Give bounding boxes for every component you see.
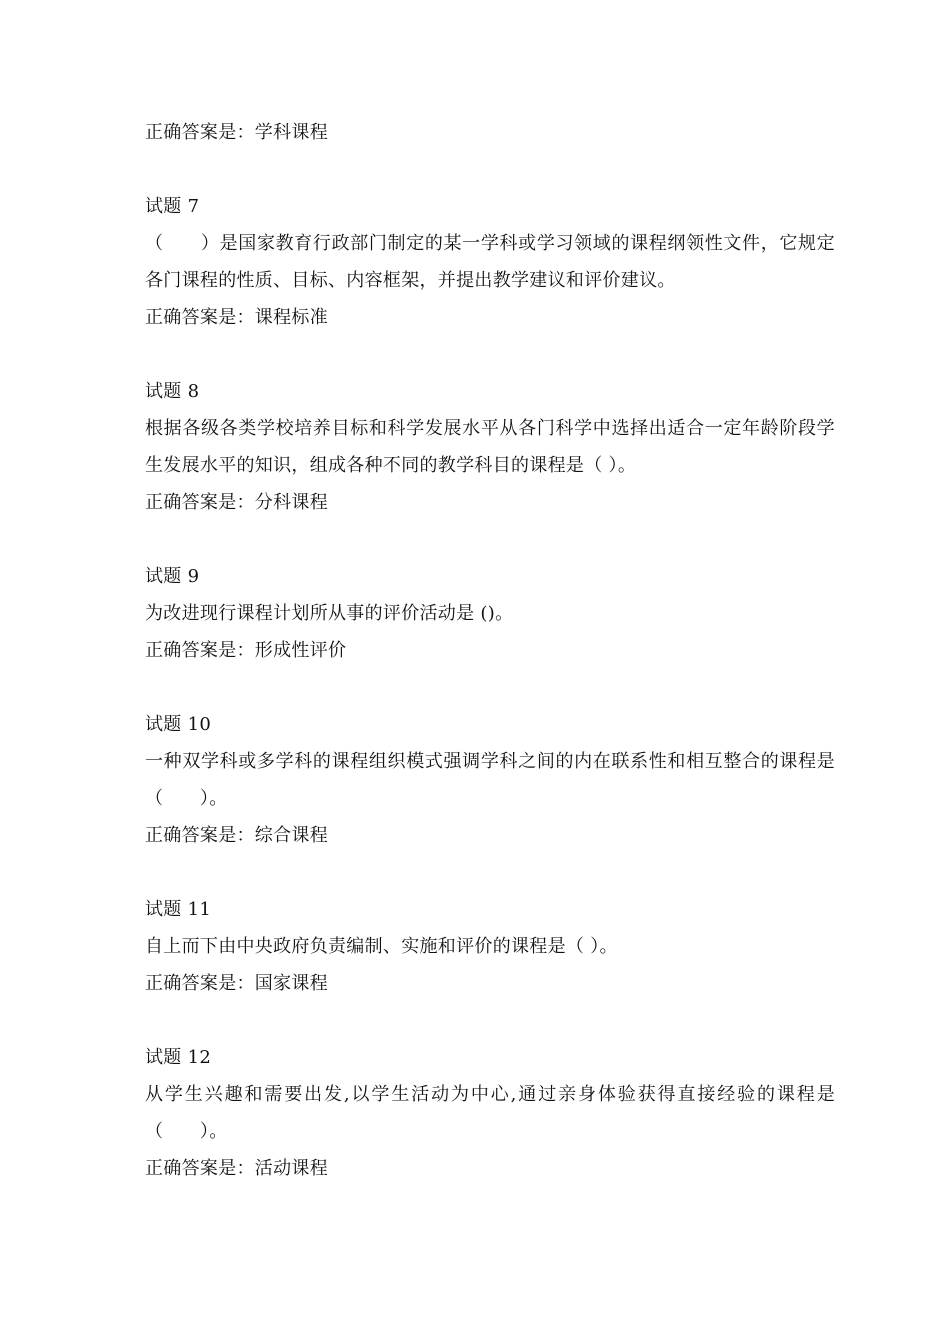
question-11 [145, 891, 835, 1002]
question-7 [145, 188, 835, 336]
answer-line: 正确答案是：课程标准 [145, 307, 328, 328]
document-page [145, 114, 835, 1224]
question-text: 根据各级各类学校培养目标和科学发展水平从各门科学中选择出适合一定年龄阶段学生发展水平的知识，组成各种不同的教学科目的课程是（ ）。 [145, 418, 835, 476]
question-title: 试题 12 [145, 1047, 212, 1068]
question-12 [145, 1039, 835, 1187]
answer-line: 正确答案是：形成性评价 [145, 640, 347, 661]
question-title: 试题 9 [145, 566, 200, 587]
question-text: （ ）是国家教育行政部门制定的某一学科或学习领域的课程纲领性文件，它规定各门课程的性质、目标、内容框架，并提出教学建议和评价建议。 [145, 233, 835, 291]
question-8 [145, 373, 835, 521]
question-text: 为改进现行课程计划所从事的评价活动是 ()。 [145, 603, 514, 624]
answer-line: 正确答案是：国家课程 [145, 973, 328, 994]
question-title: 试题 10 [145, 714, 212, 735]
question-title: 试题 8 [145, 381, 200, 402]
question-9 [145, 558, 835, 669]
answer-line: 正确答案是：活动课程 [145, 1158, 328, 1179]
question-text: 一种双学科或多学科的课程组织模式强调学科之间的内在联系性和相互整合的课程是（ ）。 [145, 751, 835, 809]
question-title: 试题 7 [145, 196, 200, 217]
answer-line-6: 正确答案是：学科课程 [145, 122, 328, 143]
question-text: 从学生兴趣和需要出发,以学生活动为中心,通过亲身体验获得直接经验的课程是（ ）。 [145, 1084, 835, 1142]
answer-line: 正确答案是：综合课程 [145, 825, 328, 846]
question-text: 自上而下由中央政府负责编制、实施和评价的课程是（ ）。 [145, 936, 618, 957]
question-title: 试题 11 [145, 899, 212, 920]
question-10 [145, 706, 835, 854]
answer-line: 正确答案是：分科课程 [145, 492, 328, 513]
